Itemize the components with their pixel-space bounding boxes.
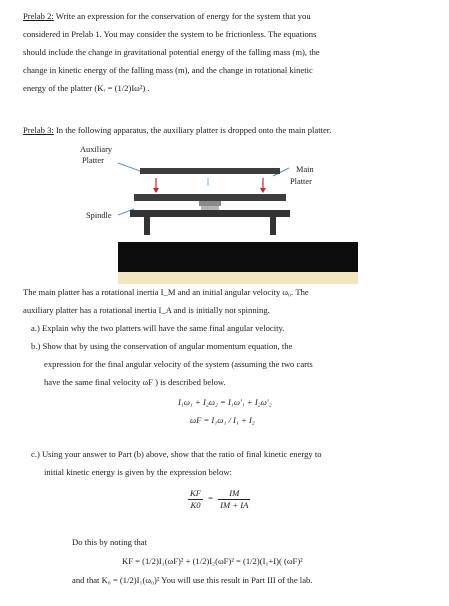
ratio-rhs-num: IM xyxy=(218,488,250,500)
spindle-leg-right xyxy=(270,217,276,235)
prelab3-intro: In the following apparatus, the auxiliary platter is dropped onto the main platter. xyxy=(53,125,332,135)
prelab3-heading: Prelab 3: xyxy=(23,125,54,135)
question-b-line-2: expression for the final angular velocity of the system (assuming the two carts xyxy=(44,359,313,369)
ratio-equation: $\frac{KF}{K0}$ = $\frac{IM}{IM + IA}$ xyxy=(190,488,249,510)
drop-arrowhead-left xyxy=(153,188,159,193)
ratio-rhs xyxy=(218,488,250,510)
kinetic-energy-final-equation: KF = (1/2)I₁(ωF)² + (1/2)I₂(ωF)² = (1/2)(I₁+I)( (ωF)² xyxy=(122,556,303,566)
equation-momentum: I₁ω₁ + I₂ω₂ = I₁ω′₁ + I₂ω′₂ xyxy=(178,397,272,407)
aux-label-1: Auxiliary xyxy=(80,145,113,154)
base-block xyxy=(118,242,358,272)
prelab2-heading: Prelab 2: xyxy=(23,11,54,21)
ratio-rhs-den: IM + IA xyxy=(220,499,249,510)
auxiliary-platter xyxy=(140,168,280,174)
question-b-line-3: have the same final velocity ωF ) is described below. xyxy=(44,377,226,387)
prelab3-line xyxy=(23,124,331,137)
prelab2-line-2: considered in Prelab 1. You may consider the system to be frictionless. The equations xyxy=(23,29,317,39)
question-b-line-1: b.) Show that by using the conservation of angular momentum equation, the xyxy=(31,341,293,351)
spindle-leg-left xyxy=(144,217,150,235)
final-line: and that K₀ = (1/2)I₁(ω₀)² You will use this result in Part III of the lab. xyxy=(72,575,313,585)
table-surface xyxy=(118,272,358,284)
prelab2-line-4: change in kinetic energy of the falling mass (m), and the change in rotational kinetic xyxy=(23,65,313,75)
para1-line-2: auxiliary platter has a rotational inertia I_A and is initially not spinning. xyxy=(23,305,270,315)
ratio-lhs-den: K0 xyxy=(190,499,201,510)
apparatus-diagram xyxy=(60,138,400,288)
ratio-lhs xyxy=(188,488,203,510)
question-a: a.) Explain why the two platters will have the same final angular velocity. xyxy=(31,323,285,333)
spindle-label: Spindle xyxy=(86,211,112,220)
equation-final-velocity: ωF = I₁ω₁ / I₁ + I₂ xyxy=(190,415,255,425)
drop-arrowhead-right xyxy=(260,188,266,193)
spindle-base xyxy=(130,210,290,217)
main-platter xyxy=(134,194,286,201)
para1-line-1: The main platter has a rotational inertia I_M and an initial angular velocity ω₀. The xyxy=(23,287,309,297)
hub-bearing xyxy=(201,206,219,210)
aux-label-2: Platter xyxy=(82,156,104,165)
prelab2-text-1: Write an expression for the conservation of energy for the system that you xyxy=(53,11,311,21)
main-label-1: Main xyxy=(296,165,314,174)
question-c-line-2: initial kinetic energy is given by the expression below: xyxy=(44,467,232,477)
question-c-line-1: c.) Using your answer to Part (b) above, show that the ratio of final kinetic energy to xyxy=(31,449,322,459)
prelab2-line-3: should include the change in gravitational potential energy of the falling mass (m), the xyxy=(23,47,320,57)
prelab2-line-5: energy of the platter (Kᵣ = (1/2)Iω²) . xyxy=(23,83,150,93)
prelab2-line-1 xyxy=(23,10,311,23)
ratio-lhs-num: KF xyxy=(190,488,201,498)
main-label-2: Platter xyxy=(290,177,312,186)
noting-line: Do this by noting that xyxy=(72,537,147,547)
platter-hub xyxy=(199,201,221,206)
aux-pointer xyxy=(118,163,140,171)
